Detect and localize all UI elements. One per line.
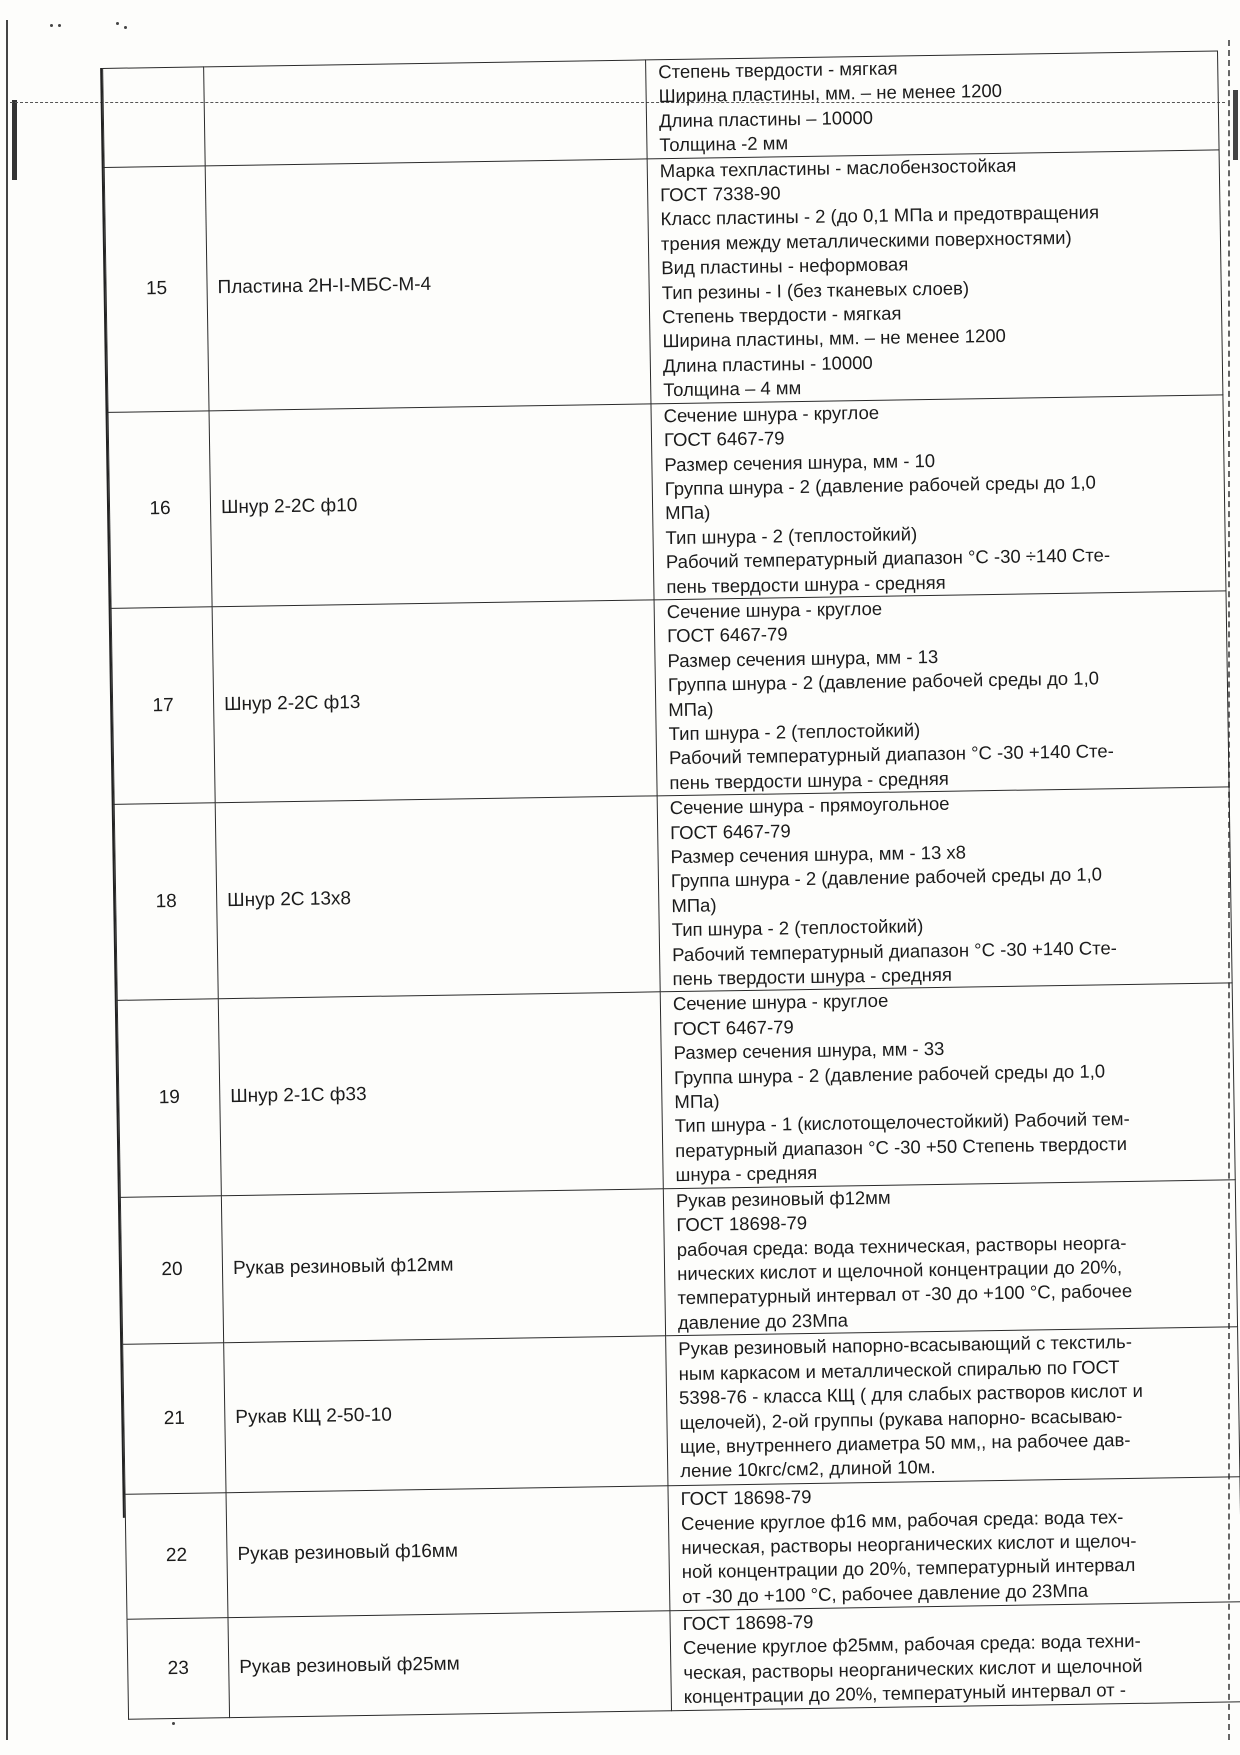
spec-line: Вид пластины - неформовая [661,253,909,279]
item-specification [657,787,1232,992]
spec-line: Тип шнура - 2 (теплостойкий) [665,522,918,548]
item-specification [670,1602,1240,1711]
item-name: Шнур 2С 13х8 [215,796,660,999]
item-name: Рукав КЩ 2-50-10 [224,1336,668,1493]
item-name: Рукав резиновый ф25мм [228,1611,672,1718]
table-row [114,787,1232,1001]
spec-line: Толщина -2 мм [659,132,789,156]
table-row [108,395,1226,609]
spec-line: пературный диапазон °С -30 +50 Степень твердости [675,1132,1128,1161]
row-number: 19 [117,999,221,1197]
spec-line: ным каркасом и металлической спиралью по ГОСТ [678,1355,1120,1384]
item-name: Шнур 2-1С ф33 [218,992,663,1195]
spec-line: Тип шнура - 2 (теплостойкий) [668,719,921,745]
spec-line: ной концентрации до 20%, температурный интервал [681,1554,1136,1583]
spec-line: 5398-76 - класса КЩ ( для слабых растворов кислот и [678,1380,1144,1409]
spec-line: МПа) [668,698,714,720]
spec-line: Рабочий температурный диапазон °С -30 +140 Сте- [671,936,1118,965]
item-specification [651,395,1226,600]
item-name: Пластина 2Н-I-МБС-М-4 [205,159,651,411]
spec-line: Длина пластины – 10000 [658,106,874,132]
spec-line: Сечение круглое ф16 мм, рабочая среда: вода тех- [680,1505,1124,1534]
spec-line: Размер сечения шнура, мм - 13 х8 [670,841,967,868]
spec-line: пень твердости шнура - средняя [666,571,946,597]
table-row [103,51,1219,167]
spec-line: ление 10кгс/см2, длиной 10м. [680,1456,936,1482]
item-name [204,60,647,166]
spec-line: ническая, растворы неорганических кислот и щелоч- [681,1529,1137,1558]
spec-line: Тип резины - I (без тканевых слоев) [661,277,970,303]
spec-line: МПа) [671,894,717,916]
spec-line: ГОСТ 6467-79 [663,427,785,451]
table-row [123,1327,1240,1494]
spec-line: Тип шнура - 1 (кислотощелочестойкий) Рабочий тем- [674,1108,1130,1137]
spec-line: Степень твердости - мягкая [661,302,902,328]
spec-line: Рукав резиновый ф12мм [675,1186,891,1211]
spec-line: МПа) [665,501,711,524]
spec-line: Степень твердости - мягкая [658,57,898,83]
spec-line: шнура - средняя [675,1162,818,1186]
row-number: 21 [123,1343,226,1495]
spec-line: ГОСТ 18698-79 [682,1610,814,1634]
spec-line: Сечение шнура - круглое [663,401,880,426]
item-specification [654,591,1229,796]
spec-line: Толщина – 4 мм [663,377,802,401]
spec-line: Ширина пластины, мм. – не менее 1200 [662,325,1007,352]
spec-line: Группа шнура - 2 (давление рабочей среды до 1,0 [670,863,1103,892]
spec-line: ГОСТ 7338-90 [660,182,781,206]
spec-line: ГОСТ 6467-79 [670,819,791,843]
spec-line: давление до 23Мпа [677,1309,849,1333]
specification-table-body [103,51,1240,1719]
spec-line: щелочей), 2-ой группы (рукава напорно- всасываю- [679,1404,1123,1433]
item-specification [647,150,1223,404]
spec-line: Марка техпластины - маслобензостойкая [659,154,1017,181]
item-name: Рукав резиновый ф12мм [221,1188,665,1342]
spec-line: Ширина пластины, мм. – не менее 1200 [658,80,1003,107]
spec-line: Размер сечения шнура, мм - 10 [664,449,936,475]
spec-line: Группа шнура - 2 (давление рабочей среды до 1,0 [664,471,1097,500]
spec-line: Сечение шнура - прямоугольное [669,792,950,819]
spec-line: Размер сечения шнура, мм - 33 [673,1038,945,1064]
spec-line: Длина пластины - 10000 [662,351,873,377]
spec-line: ГОСТ 6467-79 [666,623,788,647]
item-specification [668,1477,1240,1611]
item-specification [660,983,1235,1188]
item-specification [646,51,1219,159]
spec-line: МПа) [674,1090,720,1113]
row-number: 22 [125,1493,228,1620]
spec-line: нических кислот и щелочной концентрации до 20%, [676,1256,1123,1284]
spec-line: Группа шнура - 2 (давление рабочей среды до 1,0 [673,1059,1106,1088]
table-row [111,591,1229,805]
table-row [127,1602,1240,1720]
row-number: 18 [114,803,218,1001]
item-specification [663,1179,1237,1335]
table-row [120,1179,1237,1344]
table-row [125,1477,1240,1619]
spec-line: пень твердости шнура - средняя [672,963,953,990]
table-row [104,150,1223,413]
spec-line: Сечение круглое ф25мм, рабочая среда: вода техни- [682,1630,1141,1659]
spec-line: Размер сечения шнура, мм - 13 [667,645,939,671]
spec-line: температурный интервал от -30 до +100 °С, рабочее [677,1280,1133,1309]
spec-line: ГОСТ 18698-79 [680,1486,812,1510]
spec-line: ГОСТ 6467-79 [673,1016,794,1039]
spec-line: Сечение шнура - круглое [666,597,883,623]
spec-line: трения между металлическими поверхностями) [660,226,1072,255]
spec-line: пень твердости шнура - средняя [669,767,949,793]
spec-line: Рукав резиновый напорно-всасывающий с текстиль- [678,1331,1133,1360]
row-number: 20 [120,1195,223,1344]
item-name: Рукав резиновый ф16мм [226,1486,670,1618]
spec-line: концентрации до 20%, температуный интервал от - [683,1679,1127,1708]
specification-table [102,50,1240,1719]
spec-line: щие, внутреннего диаметра 50 мм,, на рабочее дав- [679,1429,1131,1458]
spec-line: Группа шнура - 2 (давление рабочей среды до 1,0 [667,667,1100,696]
spec-line: Рабочий температурный диапазон °С -30 +140 Сте- [668,740,1114,769]
item-name: Шнур 2-2С ф10 [209,404,654,607]
item-specification [666,1327,1240,1486]
spec-line: ГОСТ 18698-79 [676,1212,808,1236]
item-name: Шнур 2-2С ф13 [212,600,657,803]
row-number: 23 [127,1618,230,1720]
spec-line: ческая, растворы неорганических кислот и щелочной [683,1654,1143,1683]
spec-line: Рабочий температурный диапазон °С -30 ÷140 Сте- [665,544,1111,573]
spec-line: Сечение шнура - круглое [672,990,889,1015]
table-row [117,983,1235,1197]
spec-line: от -30 до +100 °С, рабочее давление до 23Мпа [682,1579,1089,1607]
spec-line: рабочая среда: вода техническая, растворы неорга- [676,1231,1127,1260]
spec-line: Тип шнура - 2 (теплостойкий) [671,915,924,941]
row-number: 15 [104,165,209,412]
spec-line: Класс пластины - 2 (до 0,1 МПа и предотвращения [660,201,1100,230]
row-number: 17 [111,607,215,805]
row-number [103,67,206,167]
row-number: 16 [108,411,212,609]
